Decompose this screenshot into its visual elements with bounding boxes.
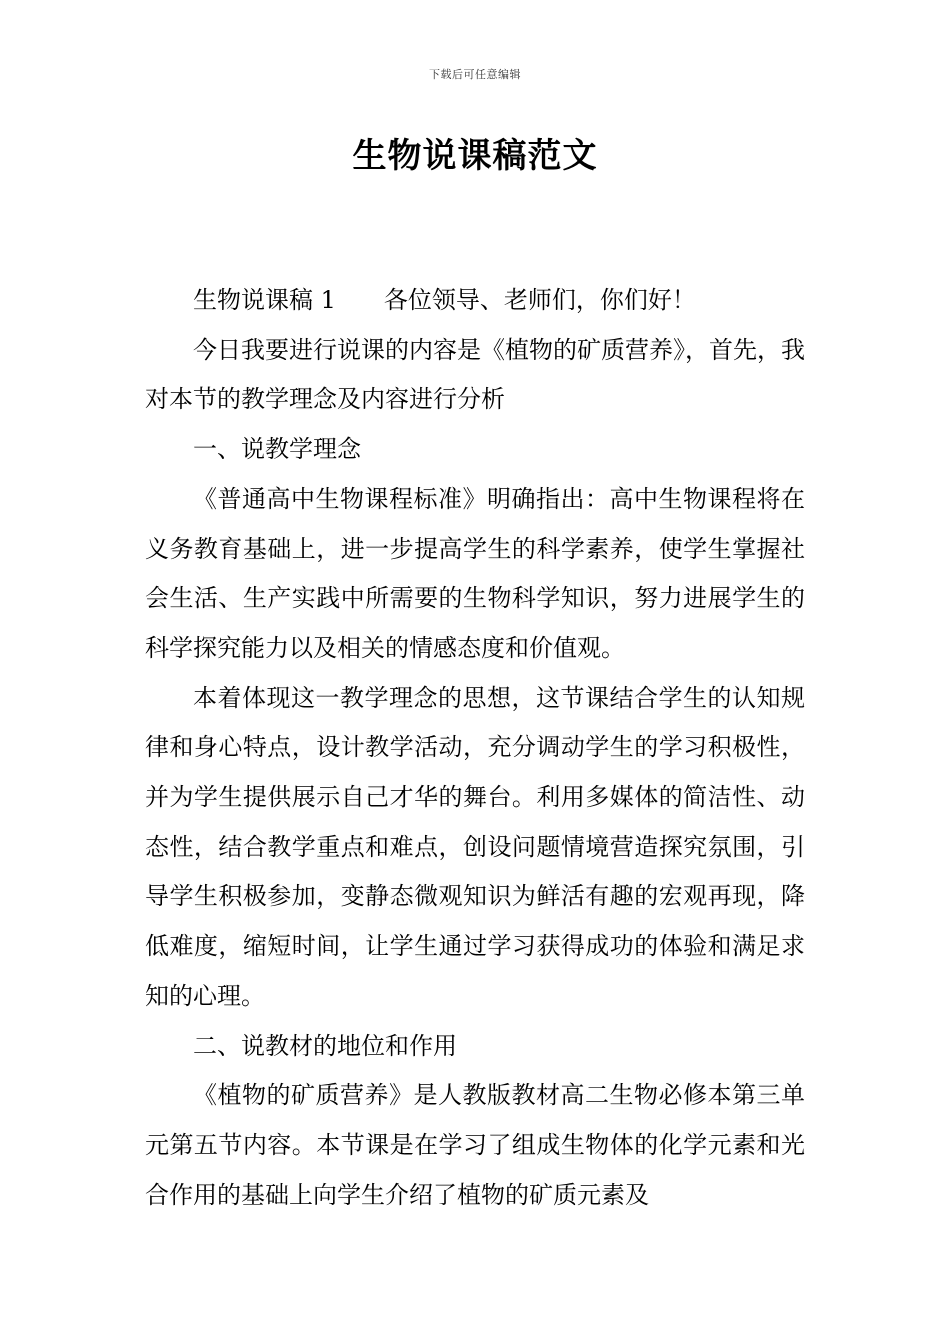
section-heading-teaching-philosophy: 一、说教学理念 xyxy=(193,435,361,464)
document-body xyxy=(145,276,805,1220)
document-title: 生物说课稿范文 xyxy=(352,136,598,176)
header-note: 下载后可任意编辑 xyxy=(429,68,521,81)
paragraph-curriculum-standard: 《普通高中生物课程标准》明确指出：高中生物课程将在义务教育基础上，进一步提高学生的科学素养，使学生掌握社会生活、生产实践中所需要的生物科学知识，努力进展学生的科学探究能力以及相关的情感态度和价值观。 xyxy=(145,484,805,662)
intro-line xyxy=(145,276,805,326)
intro-label: 生物说课稿 1 xyxy=(193,286,336,314)
paragraph-opening: 今日我要进行说课的内容是《植物的矿质营养》，首先，我对本节的教学理念及内容进行分析 xyxy=(145,335,805,414)
paragraph-textbook-position: 《植物的矿质营养》是人教版教材高二生物必修本第三单元第五节内容。本节课是在学习了组成生物体的化学元素和光合作用的基础上向学生介绍了植物的矿质元素及 xyxy=(145,1081,805,1209)
section-heading-textbook-role: 二、说教材的地位和作用 xyxy=(193,1031,457,1060)
paragraph-teaching-design: 本着体现这一教学理念的思想，这节课结合学生的认知规律和身心特点，设计教学活动，充分调动学生的学习积极性，并为学生提供展示自己才华的舞台。利用多媒体的简洁性、动态性，结合教学重点和难点，创设问题情境营造探究氛围，引导学生积极参加，变静态微观知识为鲜活有趣的宏观再现，降低难度，缩短时间，让学生通过学习获得成功的体验和满足求知的心理。 xyxy=(145,683,805,1010)
intro-greeting: 各位领导、老师们，你们好！ xyxy=(383,286,696,314)
